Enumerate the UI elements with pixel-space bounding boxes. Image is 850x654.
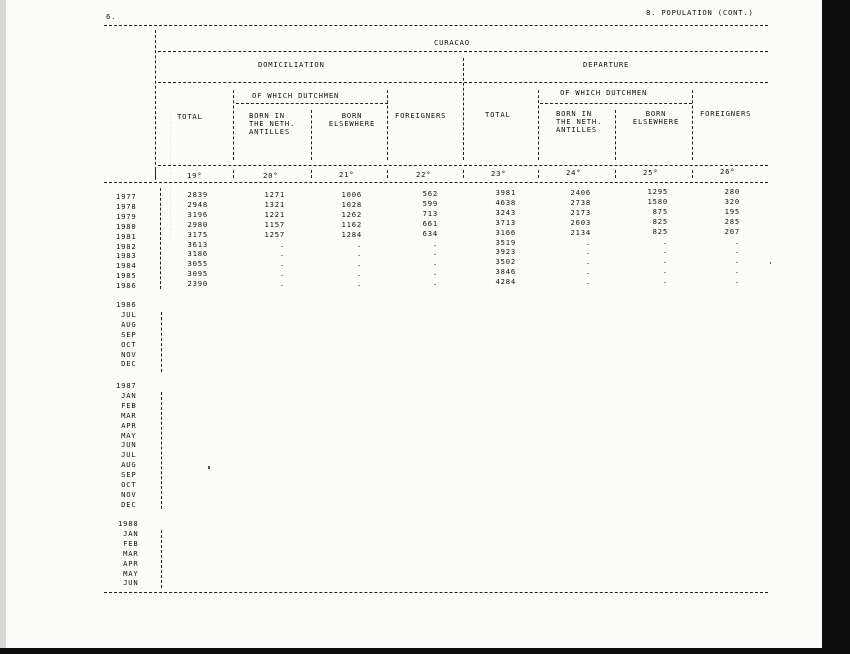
dep-total-column xyxy=(488,188,516,287)
month-label: SEP xyxy=(116,470,137,480)
month-label: NOV xyxy=(116,349,137,359)
table-cell: 1262 xyxy=(341,209,362,219)
year-cell: 1977 xyxy=(116,192,137,201)
table-cell: . xyxy=(734,266,740,276)
column-number: 22° xyxy=(416,170,432,179)
table-cell: . xyxy=(734,246,740,256)
region-label: CURACAO xyxy=(434,38,470,47)
table-cell: 2173 xyxy=(570,207,591,217)
dom-total-column xyxy=(180,190,208,289)
col-header-dom-born-elsewhere: BORN ELSEWHERE xyxy=(328,111,376,128)
month-label: SEP xyxy=(116,329,137,339)
month-block-1986 xyxy=(116,300,137,369)
month-label: OCT xyxy=(116,480,137,490)
table-cell: . xyxy=(432,268,438,278)
table-cell: 1284 xyxy=(341,229,362,239)
colnum-sep xyxy=(463,170,464,178)
table-cell: 1221 xyxy=(264,209,285,219)
year-cell: 1980 xyxy=(116,221,137,231)
table-cell: . xyxy=(585,247,591,257)
table-cell: 875 xyxy=(652,206,668,216)
month-block-1987 xyxy=(116,381,137,510)
table-cell: 661 xyxy=(422,218,438,228)
dutchmen-label-dom: OF WHICH DUTCHMEN xyxy=(252,91,340,100)
month-label: JUL xyxy=(116,309,137,319)
dutchmen-label-dep: OF WHICH DUTCHMEN xyxy=(560,88,648,97)
table-cell: 713 xyxy=(422,208,438,218)
year-cell: 1979 xyxy=(116,211,137,221)
table-cell: . xyxy=(585,237,591,247)
dep-else-divider xyxy=(692,90,693,160)
year-cell: 1984 xyxy=(116,261,137,271)
table-cell: 3846 xyxy=(495,267,516,277)
colnum-sep xyxy=(155,170,156,178)
page-number: 6. xyxy=(106,12,117,21)
table-cell: 3175 xyxy=(187,229,208,239)
dep-foreigners-column xyxy=(720,187,740,286)
month-label: FEB xyxy=(118,538,139,548)
month-label: MAY xyxy=(116,430,137,440)
table-cell: 2134 xyxy=(570,227,591,237)
colnum-sep xyxy=(538,170,539,178)
table-cell: 1028 xyxy=(341,199,362,209)
departure-label: DEPARTURE xyxy=(583,60,630,69)
month-label: MAR xyxy=(116,410,137,420)
dom-born-antilles-column xyxy=(258,190,285,289)
month-block-1988 xyxy=(118,519,139,588)
year-cell: 1982 xyxy=(116,241,137,251)
table-cell: 634 xyxy=(422,228,438,238)
table-cell: . xyxy=(662,276,668,286)
table-cell: . xyxy=(432,278,438,288)
month-block-1988-bar xyxy=(161,530,162,588)
dom-foreigners-column xyxy=(418,189,438,288)
table-cell: 2406 xyxy=(570,188,591,197)
colnum-sep xyxy=(387,170,388,178)
month-label: MAY xyxy=(118,568,139,578)
table-cell: . xyxy=(734,236,740,246)
month-label: JUN xyxy=(118,578,139,588)
table-cell: . xyxy=(662,236,668,246)
table-cell: 3519 xyxy=(495,237,516,247)
rule-below-colnums xyxy=(104,182,768,183)
dom-born-elsewhere-column xyxy=(335,190,362,289)
dep-born-antilles-column xyxy=(563,188,591,287)
domiciliation-label: DOMICILIATION xyxy=(258,60,325,69)
table-cell: 1162 xyxy=(341,219,362,229)
table-cell: 320 xyxy=(724,196,740,206)
table-cell: 1580 xyxy=(647,196,668,206)
month-label: DEC xyxy=(116,499,137,509)
column-number: 20° xyxy=(263,171,279,180)
table-cell: 1257 xyxy=(264,229,285,239)
col-header-dom-foreigners: FOREIGNERS xyxy=(395,111,447,120)
table-cell: 3196 xyxy=(187,209,208,219)
col-header-dep-born-in: BORN IN THE NETH. ANTILLES xyxy=(556,109,603,134)
table-cell: . xyxy=(662,246,668,256)
month-block-1987-bar xyxy=(161,392,162,509)
table-cell: 3166 xyxy=(495,227,516,237)
rule-bottom xyxy=(104,592,768,593)
month-label: AUG xyxy=(116,319,137,329)
stub-divider-header xyxy=(155,30,156,180)
column-number: 26° xyxy=(720,167,736,176)
table-cell: 2839 xyxy=(187,190,208,199)
table-cell: 285 xyxy=(724,216,740,226)
month-label: JAN xyxy=(116,390,137,400)
table-cell: . xyxy=(279,279,285,289)
table-cell: 2603 xyxy=(570,217,591,227)
table-cell: 3243 xyxy=(495,207,516,217)
table-cell: . xyxy=(662,266,668,276)
table-cell: . xyxy=(279,239,285,249)
colnum-sep xyxy=(615,170,616,178)
table-cell: 207 xyxy=(724,226,740,236)
table-cell: . xyxy=(356,279,362,289)
month-label: FEB xyxy=(116,400,137,410)
month-label: NOV xyxy=(116,489,137,499)
table-cell: 1157 xyxy=(264,219,285,229)
dep-born-elsewhere-column xyxy=(641,187,668,286)
table-cell: 3713 xyxy=(495,217,516,227)
block-year-label: 1986 xyxy=(116,300,137,309)
table-cell: 599 xyxy=(422,198,438,208)
table-cell: 1295 xyxy=(647,187,668,196)
table-cell: . xyxy=(432,238,438,248)
table-cell: 2980 xyxy=(187,219,208,229)
year-cell: 1983 xyxy=(116,251,137,261)
table-cell: 4638 xyxy=(495,197,516,207)
year-cell: 1978 xyxy=(116,201,137,211)
column-number: 24° xyxy=(566,168,582,177)
table-cell: 2738 xyxy=(570,197,591,207)
table-cell: 1271 xyxy=(264,190,285,199)
colnum-sep xyxy=(692,170,693,178)
rule-top xyxy=(104,25,768,26)
col-header-dep-born-elsewhere: BORN ELSEWHERE xyxy=(632,109,680,126)
section-title: 8. POPULATION (CONT.) xyxy=(646,8,754,17)
table-cell: . xyxy=(356,249,362,259)
colnum-sep xyxy=(233,170,234,178)
scan-speck xyxy=(208,466,210,469)
month-label: JAN xyxy=(118,528,139,538)
dom-total-divider xyxy=(233,90,234,160)
block-year-label: 1987 xyxy=(116,381,137,390)
colnum-sep xyxy=(311,170,312,178)
col-header-dom-total: TOTAL xyxy=(177,112,203,121)
month-block-1986-bar xyxy=(161,312,162,372)
table-cell: 3055 xyxy=(187,259,208,269)
dep-total-divider xyxy=(538,90,539,160)
column-number: 23° xyxy=(491,169,507,178)
month-label: MAR xyxy=(118,548,139,558)
rule-under-dutchmen-dep xyxy=(540,103,692,104)
col-header-dep-foreigners: FOREIGNERS xyxy=(700,109,752,118)
scan-speck xyxy=(770,262,771,264)
table-cell: . xyxy=(279,249,285,259)
table-cell: . xyxy=(585,277,591,287)
dom-born-divider xyxy=(311,110,312,160)
year-cell: 1985 xyxy=(116,271,137,281)
table-cell: . xyxy=(662,256,668,266)
month-label: OCT xyxy=(116,339,137,349)
year-column xyxy=(116,192,137,291)
table-cell: . xyxy=(279,259,285,269)
table-cell: . xyxy=(356,259,362,269)
table-cell: 1321 xyxy=(264,199,285,209)
table-cell: . xyxy=(734,256,740,266)
table-cell: 3981 xyxy=(495,188,516,197)
month-label: JUN xyxy=(116,440,137,450)
table-cell: 3923 xyxy=(495,247,516,257)
table-cell: 4284 xyxy=(495,277,516,287)
table-cell: 3502 xyxy=(495,257,516,267)
column-number: 21° xyxy=(339,170,355,179)
table-cell: 2390 xyxy=(187,279,208,289)
month-label: JUL xyxy=(116,450,137,460)
rule-under-dutchmen-dom xyxy=(236,103,388,104)
table-cell: 3613 xyxy=(187,239,208,249)
table-cell: 562 xyxy=(422,189,438,198)
table-cell: . xyxy=(585,267,591,277)
year-cell: 1986 xyxy=(116,281,137,291)
table-cell: 825 xyxy=(652,216,668,226)
table-cell: . xyxy=(734,276,740,286)
dom-dep-divider xyxy=(463,58,464,160)
col-header-dom-born-in: BORN IN THE NETH. ANTILLES xyxy=(249,111,296,136)
table-cell: 195 xyxy=(724,206,740,216)
table-cell: . xyxy=(432,258,438,268)
dep-born-divider xyxy=(615,110,616,160)
table-cell: 1006 xyxy=(341,190,362,199)
column-number: 19° xyxy=(187,171,203,180)
table-cell: 825 xyxy=(652,226,668,236)
month-label: APR xyxy=(116,420,137,430)
table-cell: 3095 xyxy=(187,269,208,279)
column-number: 25° xyxy=(643,168,659,177)
month-label: AUG xyxy=(116,460,137,470)
table-cell: . xyxy=(279,269,285,279)
table-cell: . xyxy=(585,257,591,267)
block-year-label: 1988 xyxy=(118,519,139,528)
table-cell: 280 xyxy=(724,187,740,196)
dom-else-divider xyxy=(387,90,388,160)
stub-divider-body xyxy=(160,188,161,289)
year-cell: 1981 xyxy=(116,231,137,241)
table-cell: 2948 xyxy=(187,199,208,209)
col-header-dep-total: TOTAL xyxy=(485,110,511,119)
table-cell: . xyxy=(432,248,438,258)
rule-under-curacao xyxy=(158,51,768,52)
table-cell: 3186 xyxy=(187,249,208,259)
month-label: DEC xyxy=(116,359,137,369)
table-cell: . xyxy=(356,239,362,249)
month-label: APR xyxy=(118,558,139,568)
rule-above-colnums xyxy=(158,165,768,166)
table-cell: . xyxy=(356,269,362,279)
